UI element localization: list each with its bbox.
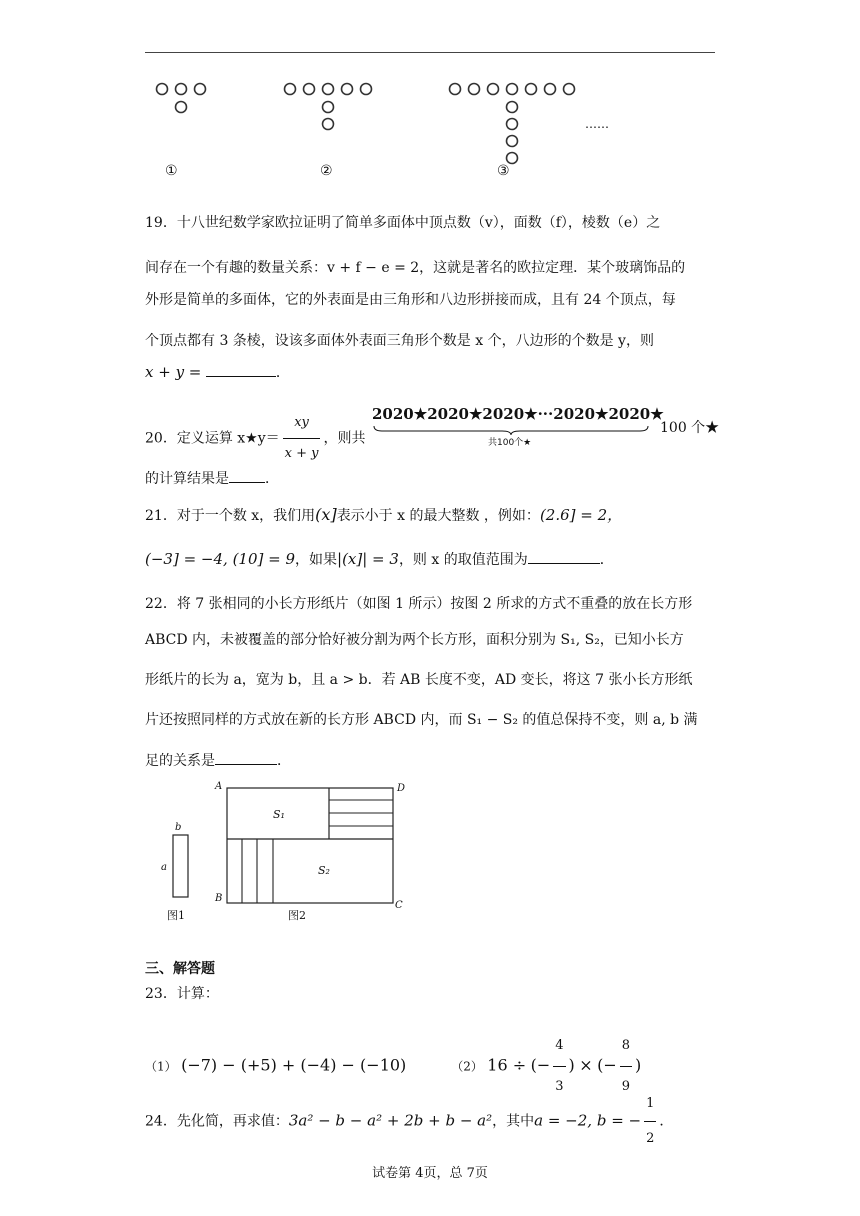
q24-line [145,1087,673,1156]
q21-condition: |(x]| = 3 [337,550,399,568]
q20-line2-prefix: 的计算结果是 [145,471,229,487]
paren-open-1: (− [530,1055,551,1075]
q21-text-range: ，则 x 的取值范围为 [398,552,528,568]
q19-period: ． [275,365,290,381]
q21-bracket-x: (x] [315,505,337,524]
q22-answer-blank[interactable] [215,750,277,765]
q19-line-4: 个顶点都有 3 条棱，设该多面体外表面三角形个数是 x 个，八边形的个数是 y，则 [145,333,654,349]
q20-answer-blank[interactable] [229,468,265,483]
q24-fraction [644,1087,656,1156]
diagram-label-B: B [215,893,223,904]
q24-expression: 3a² − b − a² + 2b + b − a² [288,1111,493,1130]
paren-close-2: ) [635,1055,642,1075]
q21-text-c: 表示小于 x 的最大整数 ，例如： [336,508,540,524]
q21-answer-blank[interactable] [528,549,600,564]
figure-label-1: ① [165,163,178,179]
q24-frac-num: 1 [644,1087,656,1122]
q24-mid: ，其中 [492,1113,535,1130]
q21-text-if: ，如果 [295,552,338,568]
q19-line-1: 19．十八世纪数学家欧拉证明了简单多面体中顶点数（v），面数（f），棱数（e）之 [145,215,661,231]
frac-num-8: 8 [620,1026,632,1067]
diagram-label-S1: S₁ [273,808,285,821]
q19-line-3: 外形是简单的多面体，它的外表面是由三角形和八边形拼接而成，且有 24 个顶点，每 [145,292,676,308]
q21-example-1: (2.6] = 2， [539,506,623,524]
q22-line-5 [145,750,291,771]
q20-mid: ，则共 [323,430,366,447]
q19-answer-blank[interactable] [206,362,276,377]
q21-examples-2: (−3] = −4, (10] = 9 [145,550,296,568]
q24-prefix: 24．先化简，再求值： [145,1113,289,1130]
q20-brace-label: 共100个★ [488,438,532,448]
q21-text-a: 21．对于一个数 x，我们用 [145,508,316,524]
q22-line-2: ABCD 内，未被覆盖的部分恰好被分割为两个长方形，面积分别为 S₁, S₂，已知小长方 [145,632,684,648]
q20-line-1 [145,408,365,469]
q23-p1-label: （1） [145,1059,177,1074]
q23-title: 23．计算： [145,986,219,1002]
q23-p1-expr: (−7) − (+5) + (−4) − (−10) [181,1055,407,1075]
q24-frac-den: 2 [646,1131,655,1146]
q24-condition: a = −2, b = − [534,1111,642,1130]
frac-den-9: 9 [621,1079,631,1094]
section-heading: 三、解答题 [145,961,215,977]
rectangle-diagram [155,780,415,925]
q20-expression: 2020★2020★2020★···2020★2020★ [372,405,664,423]
q22-period: ． [277,753,291,769]
frac-num-4: 4 [553,1026,565,1067]
paren-open-2: (− [597,1055,617,1075]
q19-line-5 [145,362,290,383]
diagram-label-A: A [215,781,223,792]
diagram-label-C: C [395,900,403,911]
q19-answer-prefix: x + y = [145,363,202,381]
q23-times: × [579,1055,593,1075]
q20-suffix: 100 个★ [660,420,720,436]
q22-line5-prefix: 足的关系是 [145,753,215,769]
paren-close-1: ) [568,1055,575,1075]
circle-pattern-figures [145,75,725,185]
q21-period: ． [599,552,614,568]
diagram-label-b: b [175,822,182,833]
q20-frac-den: x + y [284,446,319,461]
diagram-label-S2: S₂ [318,864,330,877]
q22-line-1: 22．将 7 张相同的小长方形纸片（如图 1 所示）按图 2 所求的方式不重叠的放在长方形 [145,596,693,612]
ellipsis: …… [585,117,609,131]
q19-line-2: 间存在一个有趣的数量关系：v + f − e = 2，这就是著名的欧拉定理．某个玻璃饰品的 [145,260,686,276]
q23-p2-pre: 16 ÷ [487,1055,527,1075]
q22-line-4: 片还按照同样的方式放在新的长方形 ABCD 内，而 S₁ − S₂ 的值总保持不变，则 a, b 满 [145,712,698,728]
diagram-label-D: D [397,783,406,794]
q20-fraction [283,408,321,469]
q23-p2-label: （2） [451,1059,483,1074]
diagram-label-a: a [161,862,167,873]
q20-prefix: 20．定义运算 x★y＝ [145,430,280,447]
q21-line-1 [145,505,622,526]
diagram-fig1-label: 图1 [167,909,185,922]
frac-den-3: 3 [555,1079,564,1094]
diagram-fig2-label: 图2 [288,909,306,922]
q20-period: ． [265,471,279,487]
figure-label-2: ② [320,163,333,179]
q20-line-2 [145,468,279,489]
figure-label-3: ③ [497,163,510,179]
top-rule [145,52,715,53]
q21-line-2 [145,549,614,570]
q22-line-3: 形纸片的长为 a，宽为 b，且 a > b．若 AB 长度不变，AD 变长，将这 7 张小长方形纸 [145,672,693,688]
q20-frac-num: xy [283,408,321,439]
page-footer: 试卷第 4页，总 7页 [372,1166,488,1181]
q24-end: ． [659,1113,674,1130]
